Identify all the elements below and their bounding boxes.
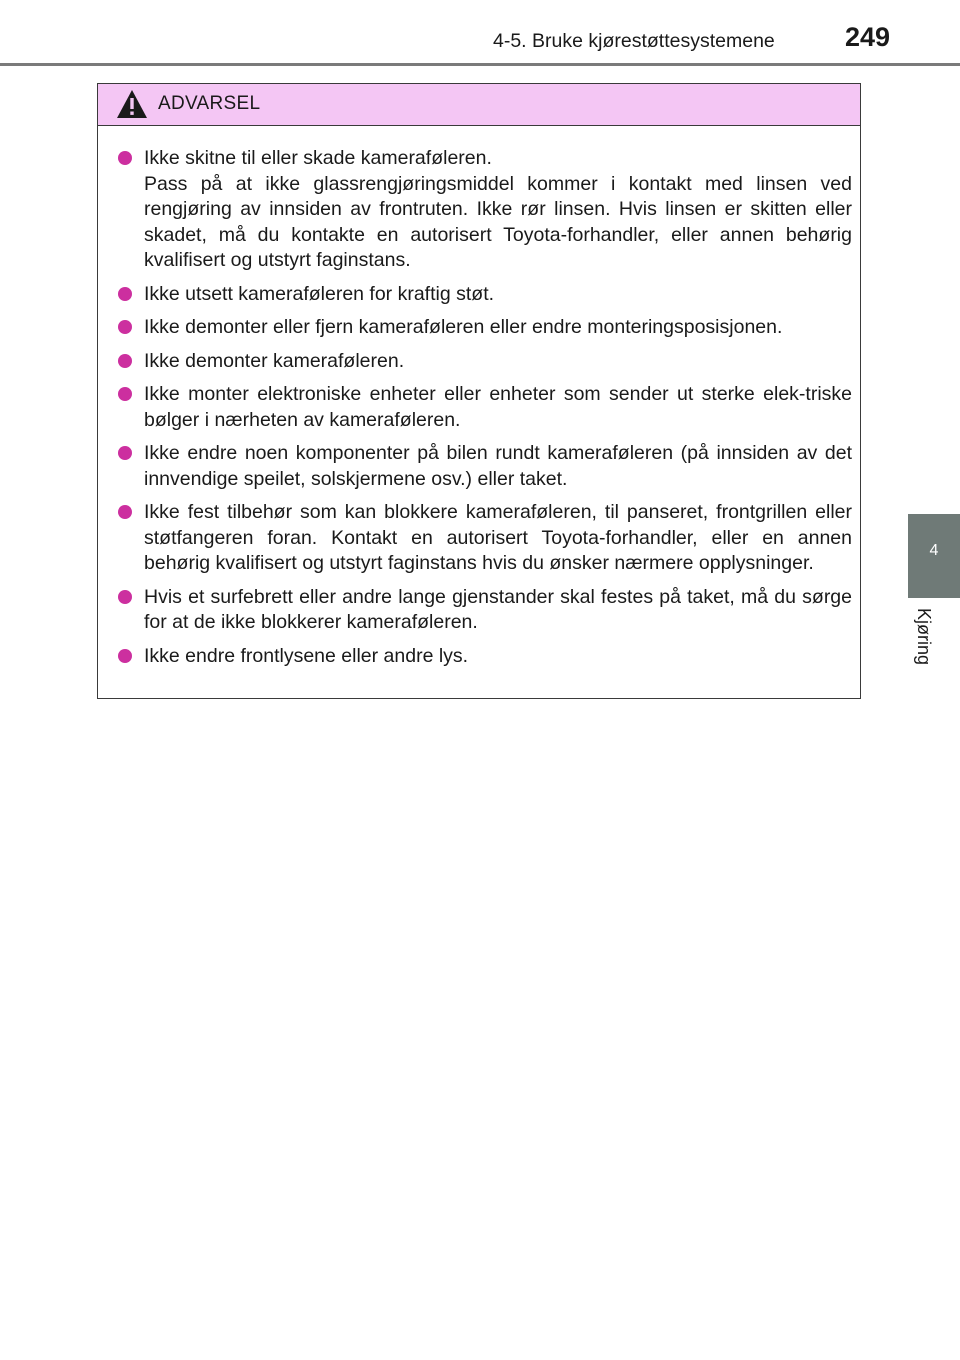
- bullet-icon: [118, 287, 132, 301]
- list-item: [112, 441, 852, 492]
- bullet-icon: [118, 590, 132, 604]
- list-item: [112, 146, 852, 274]
- bullet-icon: [118, 387, 132, 401]
- bullet-icon: [118, 320, 132, 334]
- item-text: Ikke skitne til eller skade kameraføleren.: [144, 147, 492, 169]
- warning-box: [97, 83, 861, 699]
- bullet-icon: [118, 505, 132, 519]
- header-divider: [0, 63, 960, 66]
- item-text: Ikke monter elektroniske enheter eller enheter som sender ut sterke elek-triske bølger i nærheten av kameraføleren.: [144, 383, 852, 431]
- list-item: [112, 644, 852, 670]
- list-item: [112, 382, 852, 433]
- item-text: Ikke fest tilbehør som kan blokkere kameraføleren, til panseret, frontgrillen eller støtfangeren foran. Kontakt en autorisert Toyota-forhandler, eller en annen behørig kvalifisert og utstyrt faginstans hvis du ønsker nærmere opplysninger.: [144, 501, 852, 574]
- section-title: 4-5. Bruke kjørestøttesystemene: [493, 30, 775, 52]
- bullet-icon: [118, 446, 132, 460]
- list-item: [112, 282, 852, 308]
- list-item: [112, 585, 852, 636]
- item-text: Pass på at ikke glassrengjøringsmiddel kommer i kontakt med linsen ved rengjøring av innsiden av frontruten. Ikke rør linsen. Hvis linsen er skitten eller skadet, må du kontakte en autorisert Toyota-forhandler, eller annen behørig kvalifisert og utstyrt faginstans.: [144, 172, 852, 271]
- bullet-icon: [118, 354, 132, 368]
- item-text: Hvis et surfebrett eller andre lange gjenstander skal festes på taket, må du sørge for at de ikke blokkerer kameraføleren.: [144, 585, 852, 633]
- item-text: Ikke endre frontlysene eller andre lys.: [144, 644, 469, 667]
- list-item: [112, 315, 852, 341]
- bullet-icon: [118, 649, 132, 663]
- list-item: [112, 349, 852, 375]
- page-number: 249: [845, 22, 891, 52]
- chapter-number: 4: [929, 542, 939, 559]
- item-text: Ikke endre noen komponenter på bilen rundt kameraføleren (på innsiden av det innvendige speilet, solskjermene osv.) eller taket.: [144, 442, 852, 490]
- item-text: Ikke utsett kameraføleren for kraftig støt.: [144, 282, 495, 305]
- warning-title: ADVARSEL: [158, 93, 261, 114]
- warning-header: [98, 84, 860, 126]
- warning-triangle-icon: [116, 89, 148, 119]
- chapter-tab[interactable]: [908, 514, 960, 598]
- chapter-label: Kjøring: [914, 608, 934, 666]
- item-text: Ikke demonter kameraføleren.: [144, 349, 405, 372]
- item-text: Ikke demonter eller fjern kameraføleren eller endre monteringsposisjonen.: [144, 316, 783, 338]
- list-item: [112, 500, 852, 577]
- warning-list: [98, 126, 860, 669]
- bullet-icon: [118, 151, 132, 165]
